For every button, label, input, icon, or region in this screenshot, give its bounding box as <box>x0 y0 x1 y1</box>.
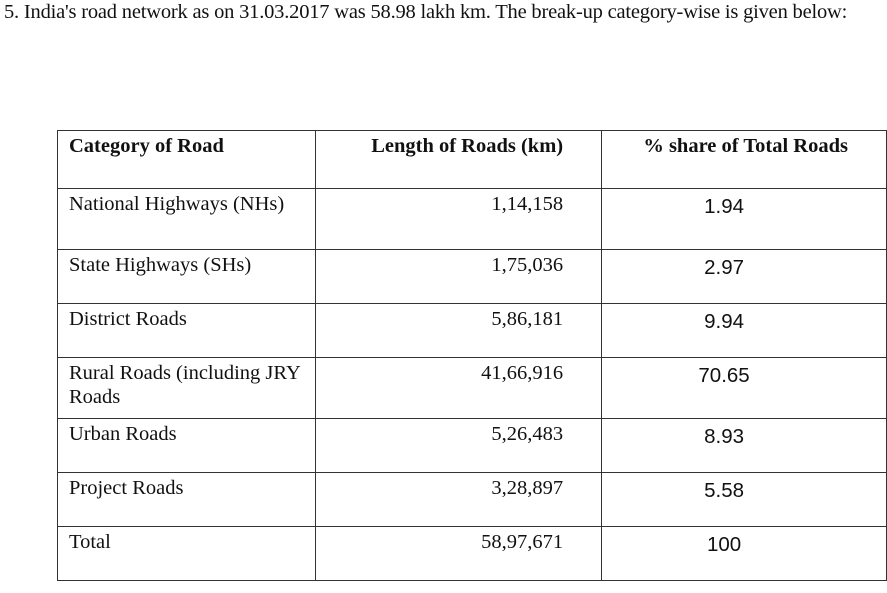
header-category: Category of Road <box>58 131 316 189</box>
table-row <box>58 189 887 250</box>
share-cell: 5.58 <box>602 473 887 527</box>
intro-paragraph: 5. India's road network as on 31.03.2017 was 58.98 lakh km. The break-up category-wise is given below: <box>4 1 848 23</box>
total-share: 100 <box>602 527 887 581</box>
table-row <box>58 304 887 358</box>
header-length: Length of Roads (km) <box>316 131 602 189</box>
length-cell: 3,28,897 <box>316 473 602 527</box>
category-cell: State Highways (SHs) <box>58 250 316 304</box>
category-cell: Rural Roads (including JRY Roads <box>58 358 316 419</box>
length-cell: 5,86,181 <box>316 304 602 358</box>
category-cell: Urban Roads <box>58 419 316 473</box>
road-network-table <box>57 130 887 581</box>
share-cell: 8.93 <box>602 419 887 473</box>
table-row <box>58 473 887 527</box>
table-row <box>58 419 887 473</box>
category-cell: Project Roads <box>58 473 316 527</box>
table-header-row <box>58 131 887 189</box>
share-cell: 70.65 <box>602 358 887 419</box>
share-cell: 1.94 <box>602 189 887 250</box>
length-cell: 1,14,158 <box>316 189 602 250</box>
total-row <box>58 527 887 581</box>
total-label: Total <box>58 527 316 581</box>
header-share: % share of Total Roads <box>602 131 887 189</box>
length-cell: 1,75,036 <box>316 250 602 304</box>
table-row <box>58 358 887 419</box>
total-length: 58,97,671 <box>316 527 602 581</box>
share-cell: 9.94 <box>602 304 887 358</box>
share-cell: 2.97 <box>602 250 887 304</box>
length-cell: 41,66,916 <box>316 358 602 419</box>
length-cell: 5,26,483 <box>316 419 602 473</box>
table-row <box>58 250 887 304</box>
category-cell: District Roads <box>58 304 316 358</box>
category-cell: National Highways (NHs) <box>58 189 316 250</box>
